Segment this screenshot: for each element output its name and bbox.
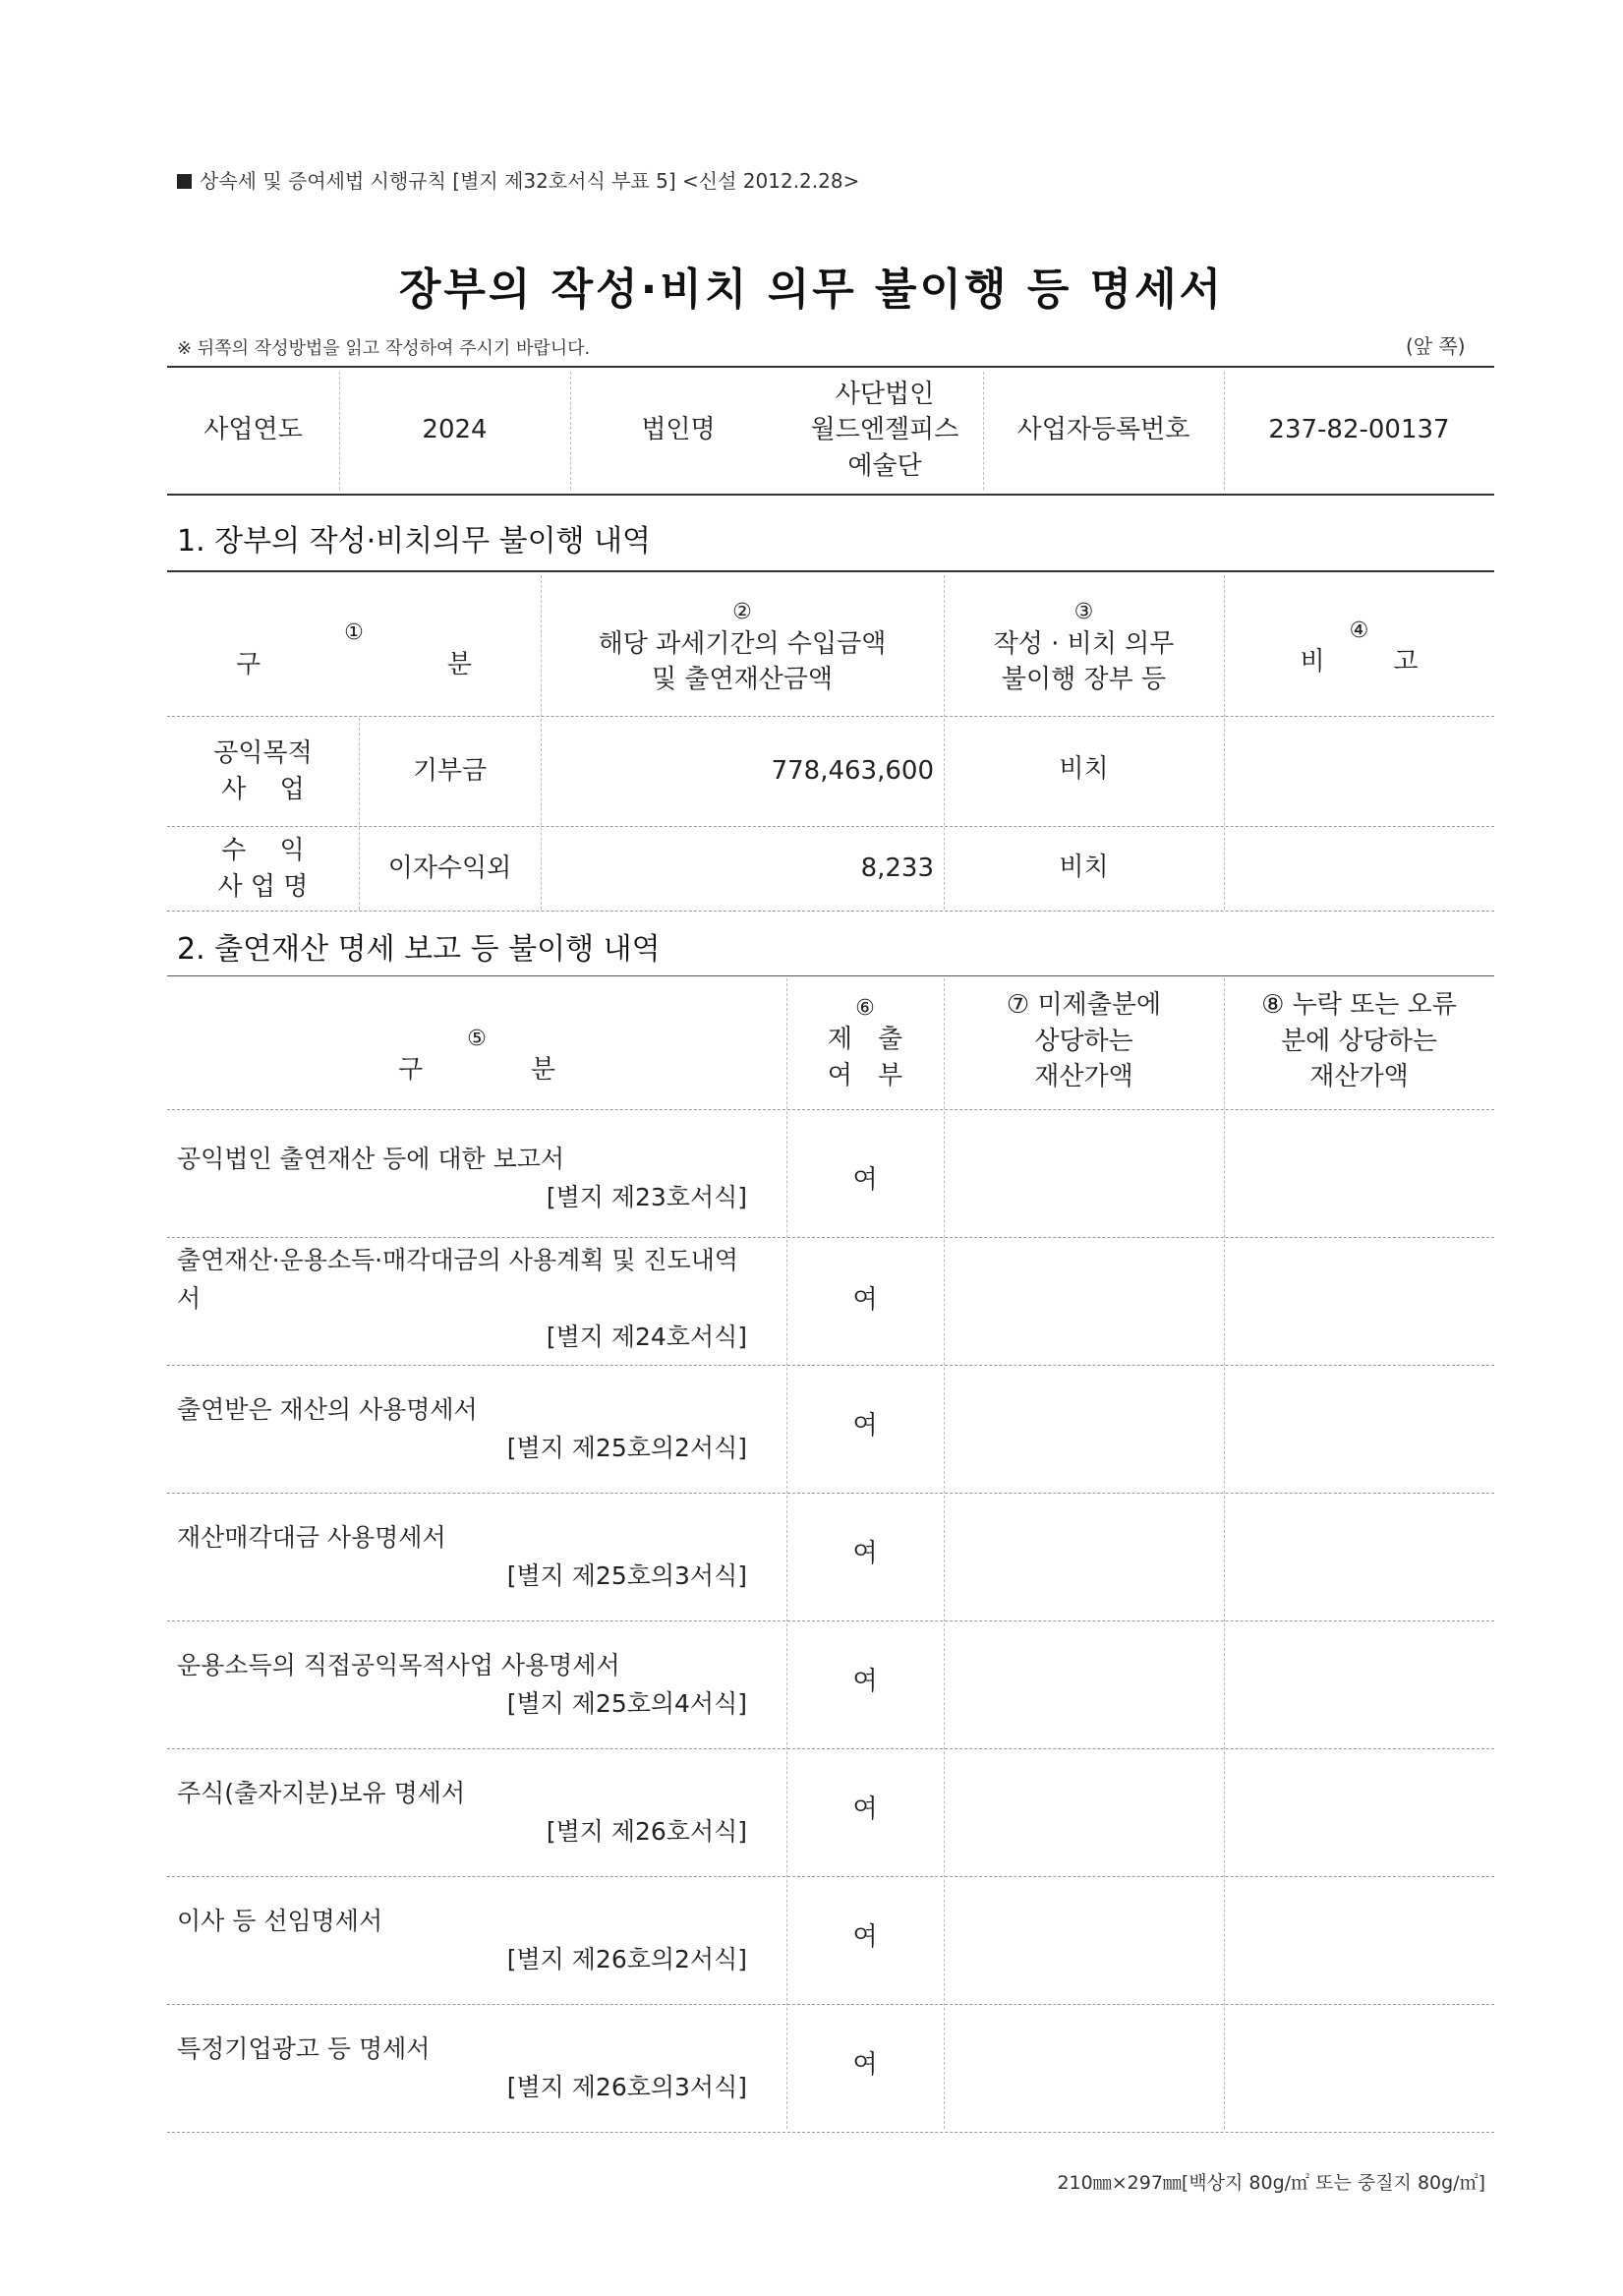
col6-label-line: 여 부 <box>827 1060 903 1090</box>
section2-top-rule <box>167 975 1494 976</box>
square-bullet-icon <box>177 174 192 189</box>
year-label: 사업연도 <box>203 415 303 445</box>
row-rule <box>167 826 1494 827</box>
row-rule <box>167 1493 1494 1494</box>
form-number: [별지 제25호의2서식] <box>506 1433 747 1462</box>
section2-col6-header <box>786 983 944 1106</box>
col8-label-line: ⑧ 누락 또는 오류 <box>1261 990 1457 1021</box>
form-number: [별지 제26호의3서식] <box>506 2072 747 2101</box>
section2-col5-header <box>167 1008 786 1106</box>
col2-label-line: 및 출연재산금액 <box>651 665 834 695</box>
report-name: 재산매각대금 사용명세서 <box>177 1523 446 1552</box>
col7-label-line: 재산가액 <box>1034 1062 1133 1092</box>
report-name: 운용소득의 직접공익목적사업 사용명세서 <box>177 1651 620 1679</box>
table-row-name <box>177 1391 747 1468</box>
col3-label-line: 불이행 장부 등 <box>1001 665 1167 695</box>
row-rule <box>167 2004 1494 2005</box>
circled-number-2: ② <box>732 600 752 625</box>
table-row-name <box>177 2031 747 2107</box>
col7-label-line: 상당하는 <box>1034 1026 1133 1056</box>
col1-label <box>236 647 472 682</box>
circled-number-4: ④ <box>1349 618 1369 643</box>
row-rule <box>167 1876 1494 1877</box>
table-row-name <box>177 1141 747 1217</box>
paper-spec-footer: 210㎜×297㎜[백상지 80g/㎡ 또는 중질지 80g/㎡] <box>1057 2172 1485 2194</box>
col3-label-line: 작성 · 비치 의무 <box>993 628 1175 659</box>
info-top-rule <box>167 366 1494 368</box>
report-name: 출연재산·운용소득·매각대금의 사용계획 및 진도내역서 <box>177 1246 739 1313</box>
table-row-category <box>167 828 359 910</box>
section2-heading: 2. 출연재산 명세 보고 등 불이행 내역 <box>177 932 661 967</box>
col1-label-a: 구 <box>236 649 261 679</box>
section1-col1-header <box>167 590 541 713</box>
report-name: 특정기업광고 등 명세서 <box>177 2034 431 2063</box>
row-rule <box>167 1365 1494 1366</box>
year-value: 2024 <box>422 415 488 445</box>
submitted-value: 여 <box>852 2049 878 2080</box>
category-line: 사 업 <box>221 774 305 804</box>
col4-label-a: 비 <box>1300 647 1325 677</box>
col2-label-line: 해당 과세기간의 수입금액 <box>598 628 887 659</box>
section1-col4-header <box>1224 595 1494 703</box>
section2-col7-header <box>944 983 1224 1099</box>
table-row-name <box>177 1647 747 1724</box>
row-rule <box>167 1109 1494 1110</box>
table-row-name <box>177 1242 747 1356</box>
report-name: 주식(출자지분)보유 명세서 <box>177 1779 466 1807</box>
category-line: 공익목적 <box>213 738 313 769</box>
table-row-name <box>177 1903 747 1979</box>
corp-value-line: 월드엔젤피스 <box>810 415 959 445</box>
divider <box>944 978 945 2129</box>
table-row-book: 비치 <box>1059 753 1109 784</box>
col5-label-a: 구 <box>398 1055 424 1085</box>
submitted-value: 여 <box>852 1666 878 1696</box>
col4-label <box>1301 644 1419 679</box>
form-number: [별지 제25호의3서식] <box>506 1560 747 1590</box>
instruction-note: ※ 뒤쪽의 작성방법을 읽고 작성하여 주시기 바랍니다. <box>177 338 591 359</box>
page-side-label: (앞 쪽) <box>1406 334 1466 358</box>
circled-number-1: ① <box>344 620 364 646</box>
table-row-item: 이자수익외 <box>387 854 512 884</box>
page-title: 장부의 작성·비치 의무 불이행 등 명세서 <box>398 265 1225 315</box>
category-line: 수 익 <box>221 836 305 866</box>
corp-label: 법인명 <box>641 415 716 445</box>
regulation-header <box>177 165 859 194</box>
report-name: 출연받은 재산의 사용명세서 <box>177 1395 478 1424</box>
submitted-value: 여 <box>852 1538 878 1568</box>
section2-col8-header <box>1224 983 1494 1099</box>
form-number: [별지 제24호서식] <box>546 1322 747 1351</box>
submitted-value: 여 <box>852 1410 878 1441</box>
regno-value: 237-82-00137 <box>1268 415 1450 445</box>
category-line: 사 업 명 <box>217 871 309 902</box>
section1-col2-header <box>541 585 944 713</box>
table-row-remark <box>1224 828 1494 910</box>
col6-label-line: 제 출 <box>827 1025 903 1055</box>
corp-value <box>786 369 983 492</box>
col7-label-line: ⑦ 미제출분에 <box>1006 990 1162 1021</box>
form-number: [별지 제23호서식] <box>546 1182 747 1211</box>
table-row-amount: 8,233 <box>860 854 934 884</box>
col4-label-b: 고 <box>1393 647 1419 677</box>
circled-number-5: ⑤ <box>467 1026 487 1051</box>
circled-number-6: ⑥ <box>855 995 875 1021</box>
row-rule <box>167 716 1494 717</box>
row-rule <box>167 911 1494 912</box>
submitted-value: 여 <box>852 1921 878 1952</box>
corp-value-line: 예술단 <box>847 450 922 481</box>
col5-label <box>398 1052 555 1088</box>
table-row-book: 비치 <box>1059 852 1109 882</box>
table-row-amount: 778,463,600 <box>771 756 934 787</box>
row-rule <box>167 2132 1494 2133</box>
submitted-value: 여 <box>852 1164 878 1195</box>
table-row-category <box>167 720 359 823</box>
form-number: [별지 제25호의4서식] <box>506 1688 747 1718</box>
table-row-name <box>177 1775 747 1852</box>
submitted-value: 여 <box>852 1794 878 1824</box>
form-number: [별지 제26호의2서식] <box>506 1944 747 1973</box>
row-rule <box>167 1237 1494 1238</box>
report-name: 이사 등 선임명세서 <box>177 1907 383 1935</box>
regulation-text: 상속세 및 증여세법 시행규칙 [별지 제32호서식 부표 5] <신설 2012.2.28> <box>200 169 860 193</box>
row-rule <box>167 1748 1494 1749</box>
section1-heading: 1. 장부의 작성·비치의무 불이행 내역 <box>177 524 652 559</box>
col1-label-b: 분 <box>446 649 472 679</box>
table-row-remark <box>1224 720 1494 823</box>
section1-col3-header <box>944 585 1224 713</box>
report-name: 공익법인 출연재산 등에 대한 보고서 <box>177 1145 565 1173</box>
section1-top-rule <box>167 570 1494 572</box>
circled-number-3: ③ <box>1073 600 1094 625</box>
col8-label-line: 재산가액 <box>1309 1062 1409 1092</box>
submitted-value: 여 <box>852 1284 878 1315</box>
form-number: [별지 제26호서식] <box>546 1816 747 1846</box>
info-bottom-rule <box>167 494 1494 496</box>
regno-label: 사업자등록번호 <box>1016 415 1190 445</box>
table-row-item: 기부금 <box>412 756 488 787</box>
divider <box>1224 978 1225 2129</box>
corp-value-line: 사단법인 <box>835 379 935 409</box>
col8-label-line: 분에 상당하는 <box>1281 1026 1437 1056</box>
table-row-name <box>177 1519 747 1596</box>
col5-label-b: 분 <box>530 1055 555 1085</box>
row-rule <box>167 1620 1494 1621</box>
